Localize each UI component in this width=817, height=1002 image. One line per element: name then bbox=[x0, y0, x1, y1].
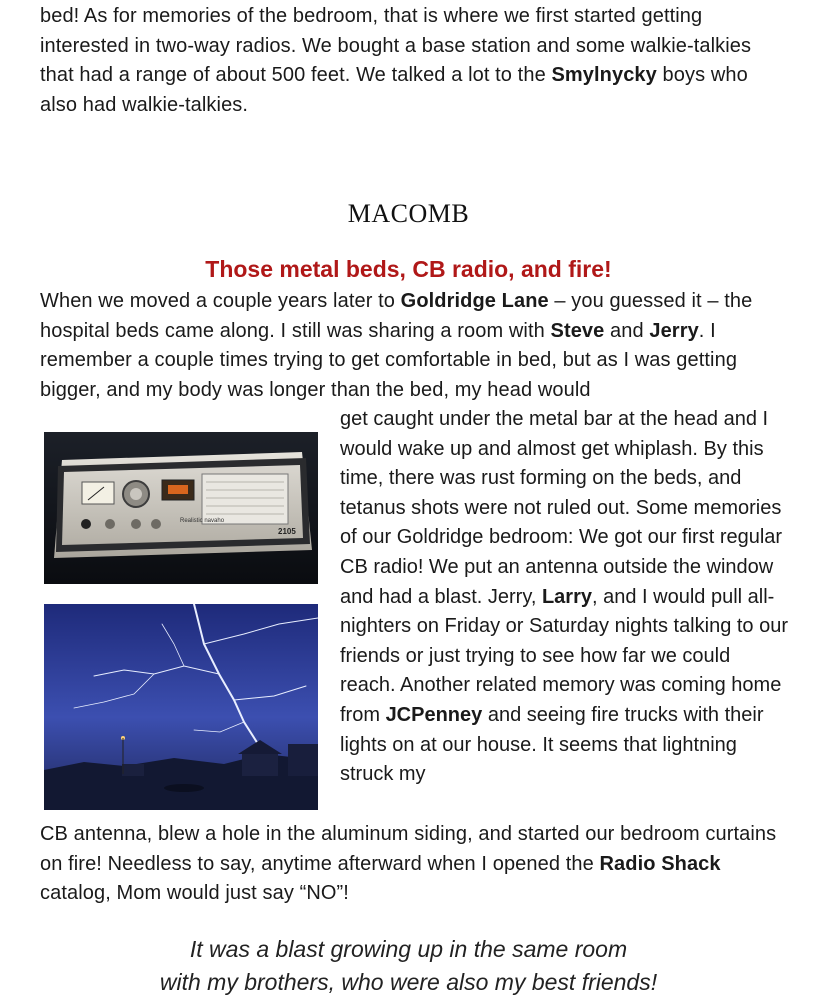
paragraph-text: and bbox=[604, 319, 650, 342]
paragraph-text: bed! As for memories of the bedroom, that is where we first started getting interested in two-way radios. We bought a base station and some walkie-talkies that had a range of about 500 feet. We talked a lot to the bbox=[40, 5, 752, 87]
name-smylnycky: Smylnycky bbox=[551, 64, 657, 87]
paragraph-text: catalog, Mom would just say “NO”! bbox=[40, 882, 349, 905]
paragraph-text: , and I would pull all-nighters on Friday or Saturday nights talking to our friends or just trying to see how far we could reach. Another related memory was coming home from bbox=[340, 585, 789, 726]
paragraph-text: get caught under the metal bar at the head and I would wake up and almost get whiplash. By this time, there was rust forming on the beds, and tetanus shots were not ruled out. Some memories of our Goldridge bedroom: We got our first regular CB radio! We put an antenna outside the window and had a blast. Jerry, bbox=[340, 408, 783, 608]
section-title: MACOMB bbox=[347, 199, 470, 228]
paragraph-text: When we moved a couple years later to bbox=[40, 290, 401, 312]
store-jcpenney: JCPenney bbox=[385, 703, 483, 726]
main-paragraph-top bbox=[40, 287, 780, 405]
radio-model-badge: 2105 bbox=[278, 527, 296, 536]
section-subtitle: Those metal beds, CB radio, and fire! bbox=[205, 256, 612, 282]
closing-line-1: It was a blast growing up in the same room bbox=[189, 936, 628, 962]
name-steve: Steve bbox=[550, 319, 605, 342]
name-jerry: Jerry bbox=[649, 319, 699, 342]
intro-paragraph bbox=[40, 2, 780, 120]
store-radio-shack: Radio Shack bbox=[599, 852, 721, 875]
radio-brand-label: Realistic navaho bbox=[180, 518, 225, 524]
paragraph-text: CB antenna, blew a hole in the aluminum siding, and started our bedroom curtains on fire! Needless to say, anytime afterward when I opened the bbox=[40, 823, 777, 875]
name-larry: Larry bbox=[541, 585, 592, 608]
paragraph-text: and seeing fire trucks with their lights on at our house. It seems that lightning struck my bbox=[340, 703, 764, 786]
closing-line-2: with my brothers, who were also my best friends! bbox=[159, 969, 658, 995]
cb-radio-photo bbox=[44, 432, 318, 584]
paragraph-text: – you guessed it – the hospital beds came along. I still was sharing a room with bbox=[40, 290, 753, 342]
lightning-storm-photo bbox=[44, 604, 318, 810]
main-paragraph-bottom bbox=[40, 820, 780, 909]
main-paragraph-wrapped bbox=[340, 405, 790, 790]
closing-quote bbox=[0, 933, 817, 999]
paragraph-text: boys who also had walkie-talkies. bbox=[40, 64, 748, 116]
place-goldridge-lane: Goldridge Lane bbox=[400, 290, 549, 312]
paragraph-text: . I remember a couple times trying to get comfortable in bed, but as I was getting bigger, and my body was longer than the bed, my head would bbox=[40, 319, 738, 401]
